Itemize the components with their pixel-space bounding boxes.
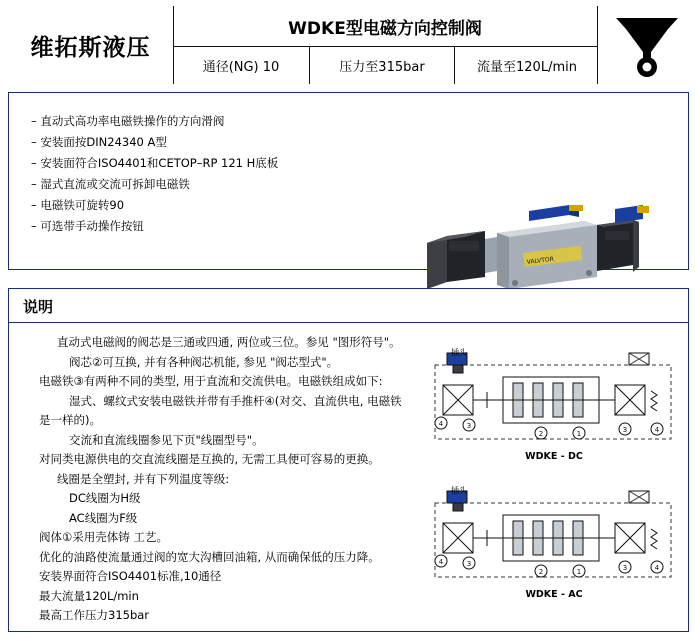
feature-item: – 湿式直流或交流可拆卸电磁铁	[31, 177, 190, 191]
feature-item: – 安装面按DIN24340 A型	[31, 135, 167, 149]
description-line: 湿式、螺纹式安装电磁铁并带有手推杆④(对交、直流供电, 电磁铁	[69, 393, 402, 408]
description-line: 阀芯②可互换, 并有各种阀芯机能, 参见 "阀芯型式"。	[69, 354, 339, 369]
callout-number: 3	[466, 422, 472, 430]
description-line: 线圈是全塑封, 并有下列温度等级:	[57, 471, 230, 486]
description-line: 阀体①采用壳体铸 工艺。	[39, 530, 168, 544]
svg-text:VALVTOR: VALVTOR	[526, 255, 555, 266]
spec-row	[173, 46, 597, 84]
plug-label: 插头	[451, 348, 467, 357]
brand-name: 维拓斯液压	[30, 34, 151, 61]
callout-number: 2	[538, 430, 544, 438]
plug-label: 插头	[451, 486, 467, 495]
company-logo-icon	[598, 6, 695, 84]
feature-item: – 安装面符合ISO4401和CETOP–RP 121 H底板	[31, 156, 279, 170]
schematic-dc	[429, 347, 679, 477]
description-title-bar	[9, 289, 688, 323]
description-line: 优化的油路使流量通过阀的宽大沟槽回油箱, 从而确保低的压力降。	[39, 549, 380, 564]
description-line: 最高工作压力315bar	[39, 608, 150, 622]
feature-item: – 可选带手动操作按钮	[31, 219, 144, 233]
callout-number: 3	[466, 560, 472, 568]
feature-item: – 直动式高功率电磁铁操作的方向滑阀	[31, 114, 225, 128]
description-box	[8, 288, 689, 632]
page-title: WDKE型电磁方向控制阀	[173, 6, 597, 47]
schematic-caption: WDKE - AC	[525, 589, 583, 600]
description-line: 直动式电磁阀的阀芯是三通或四通, 两位或三位。参见 "图形符号"。	[57, 335, 401, 349]
description-line: 电磁铁③有两种不同的类型, 用于直流和交流供电。电磁铁组成如下:	[39, 374, 383, 388]
feature-item: – 电磁铁可旋转90	[31, 198, 125, 212]
description-line: 对同类电源供电的交直流线圈是互换的, 无需工具便可容易的更换。	[39, 452, 380, 466]
section-title: 说明	[23, 298, 54, 316]
callout-number: 4	[438, 558, 444, 566]
spec-nominal-size: 通径(NG) 10	[173, 46, 310, 84]
callout-number: 4	[438, 420, 444, 428]
features-box	[8, 92, 689, 270]
document-header	[8, 6, 687, 84]
callout-number: 4	[654, 426, 660, 434]
callout-number: 4	[654, 564, 660, 572]
description-line: 交流和直流线圈参见下页"线圈型号"。	[69, 432, 264, 447]
schematic-ac	[429, 485, 679, 615]
description-line: 是一样的)。	[39, 413, 101, 427]
callout-number: 3	[622, 564, 628, 572]
description-line: AC线圈为F级	[69, 510, 138, 525]
description-text	[39, 333, 429, 626]
callout-number: 2	[538, 568, 544, 576]
spec-flow: 流量至120L/min	[477, 59, 577, 75]
callout-number: 1	[576, 430, 582, 438]
callout-number: 1	[576, 568, 582, 576]
description-line: 安装界面符合ISO4401标准,10通径	[39, 569, 222, 583]
schematic-caption: WDKE - DC	[525, 451, 583, 462]
callout-number: 3	[622, 426, 628, 434]
spec-pressure: 压力至315bar	[310, 46, 455, 84]
header-title-block	[173, 6, 597, 84]
description-line: DC线圈为H级	[69, 491, 141, 505]
features-list	[31, 111, 361, 237]
description-line: 最大流量120L/min	[39, 588, 139, 603]
